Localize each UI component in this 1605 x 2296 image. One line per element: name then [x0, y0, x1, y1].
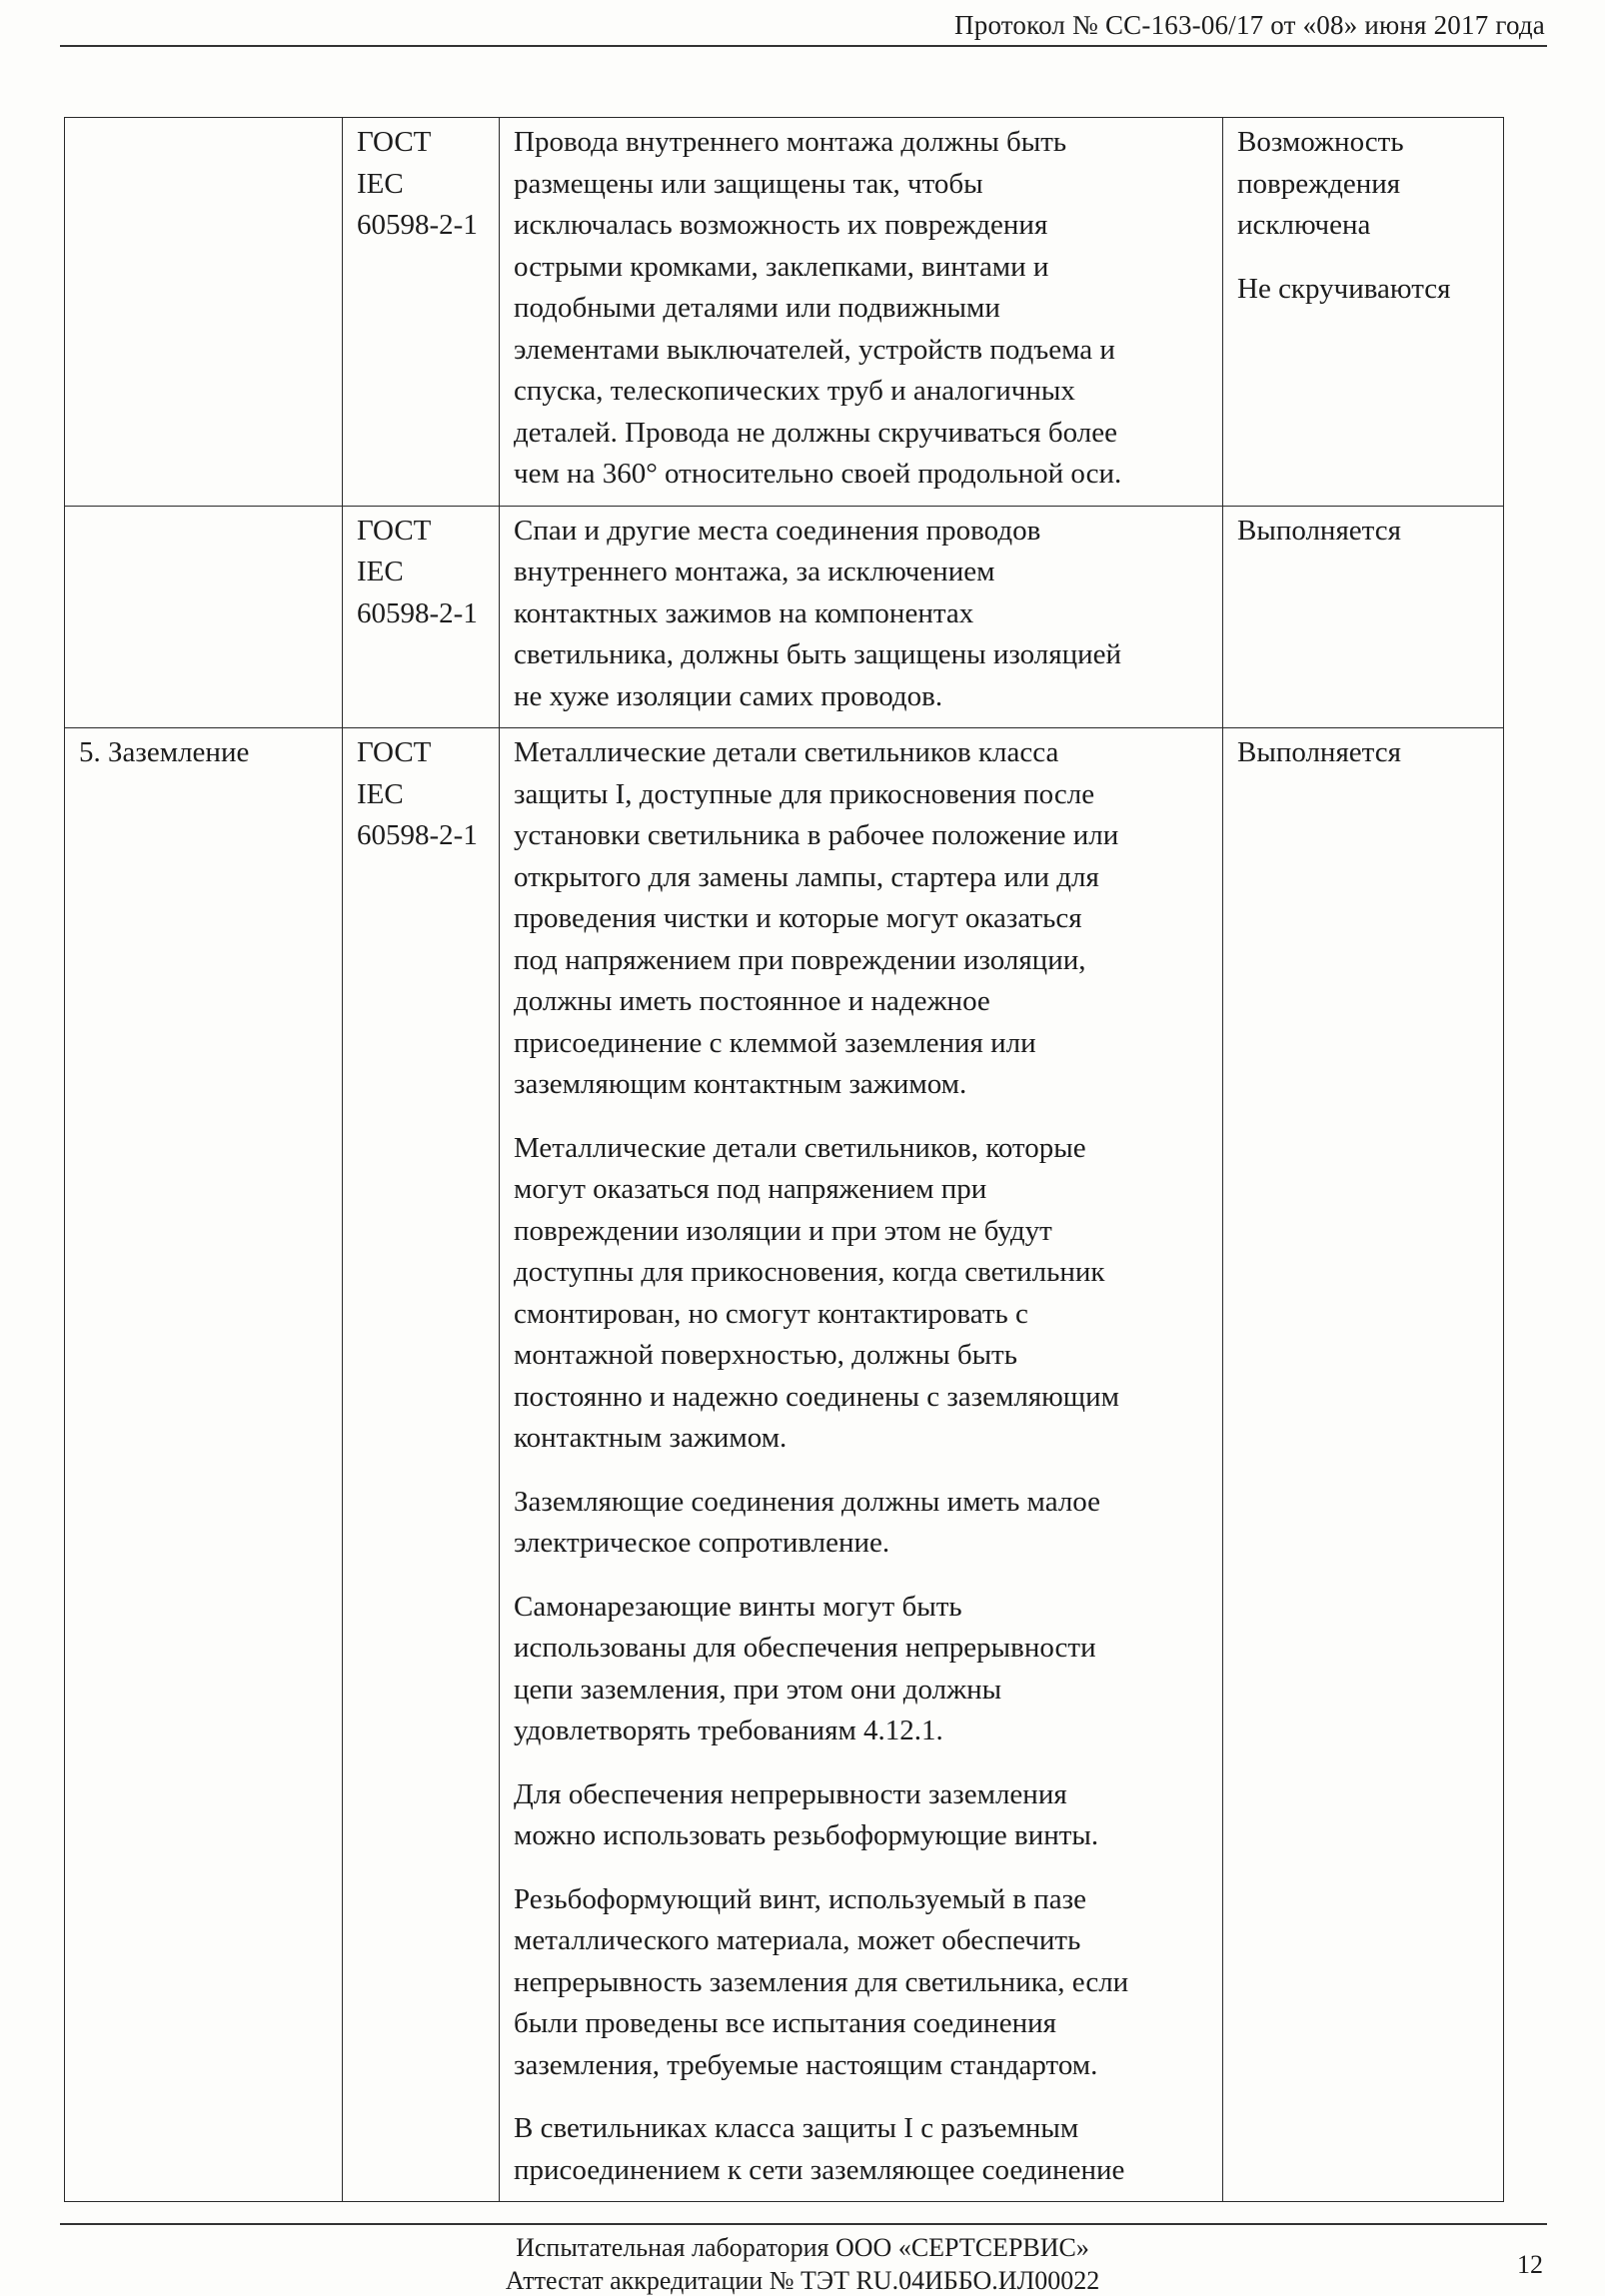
standard-line: 60598-2-1: [357, 819, 478, 851]
requirement-cell: [500, 118, 1223, 507]
standard-cell: [343, 118, 500, 507]
requirement-paragraph: Провода внутреннего монтажа должны быть размещены или защищены так, чтобы исключалась возможность их повреждения острыми кромками, заклепками, винтами и подобными деталями или подвижными элементами выключателей, устройств подъема и спуска, телескопических труб и аналогичных деталей. Провода не должны скручиваться более чем на 360° относительно своей продольной оси.: [514, 126, 1122, 490]
standard-line: 60598-2-1: [357, 596, 478, 629]
section-cell: [65, 728, 343, 2202]
requirement-paragraph: Металлические детали светильников, которые могут оказаться под напряжением при повреждении изоляции и при этом не будут доступны для прикосновения, когда светильник смонтирован, но смогут контактировать с монтажной поверхностью, должны быть постоянно и надежно соединены с заземляющим контактным зажимом.: [514, 1131, 1120, 1454]
standard-line: ГОСТ: [357, 736, 432, 768]
footer-lab-name: Испытательная лаборатория ООО «СЕРТСЕРВИС»: [516, 2233, 1089, 2262]
standard-cell: [343, 506, 500, 728]
protocol-header: Протокол № СС-163-06/17 от «08» июня 2017 года: [954, 10, 1545, 40]
standard-line: IEC: [357, 167, 404, 200]
table-row: [65, 118, 1504, 507]
footer-accreditation: Аттестат аккредитации № ТЭТ RU.04ИББО.ИЛ00022: [505, 2266, 1100, 2295]
footer-divider: [60, 2223, 1547, 2225]
requirement-cell: [500, 728, 1223, 2202]
requirement-paragraph: Спаи и другие места соединения проводов внутреннего монтажа, за исключением контактных зажимов на компонентах светильника, должны быть защищены изоляцией не хуже изоляции самих проводов.: [514, 514, 1122, 712]
result-text: Выполняется: [1237, 736, 1401, 768]
requirement-paragraph: В светильниках класса защиты I с разъемным присоединением к сети заземляющее соединение: [514, 2112, 1125, 2186]
table-row: [65, 728, 1504, 2202]
requirement-paragraph: Резьбоформующий винт, используемый в пазе металлического материала, может обеспечить непрерывность заземления для светильника, если были проведены все испытания соединения заземления, требуемые настоящим стандартом.: [514, 1882, 1129, 2081]
standard-line: 60598-2-1: [357, 209, 478, 241]
result-cell: [1223, 506, 1504, 728]
section-cell: [65, 118, 343, 507]
standard-line: IEC: [357, 556, 404, 587]
requirement-paragraph: Для обеспечения непрерывности заземления можно использовать резьбоформующие винты.: [514, 1777, 1099, 1851]
section-title: 5. Заземление: [79, 736, 250, 768]
requirement-paragraph: Заземляющие соединения должны иметь малое электрическое сопротивление.: [514, 1485, 1101, 1559]
standard-line: IEC: [357, 777, 404, 810]
requirement-paragraph: Самонарезающие винты могут быть использованы для обеспечения непрерывности цепи заземления, при этом они должны удовлетворять требованиям 4.12.1.: [514, 1590, 1096, 1746]
standard-line: ГОСТ: [357, 126, 432, 158]
result-cell: [1223, 728, 1504, 2202]
requirement-cell: [500, 506, 1223, 728]
standard-cell: [343, 728, 500, 2202]
result-text: Возможность повреждения исключена: [1237, 126, 1404, 241]
result-text: Выполняется: [1237, 514, 1401, 547]
requirement-paragraph: Металлические детали светильников класса защиты I, доступные для прикосновения после установки светильника в рабочее положение или открытого для замены лампы, стартера или для проведения чистки и которые могут оказаться под напряжением при повреждении изоляции, должны иметь постоянное и надежное присоединение с клеммой заземления или заземляющим контактным зажимом.: [514, 736, 1119, 1100]
table-row: [65, 506, 1504, 728]
result-text: Не скручиваются: [1237, 272, 1451, 305]
standard-line: ГОСТ: [357, 514, 432, 547]
requirements-table: [64, 117, 1504, 2202]
section-cell: [65, 506, 343, 728]
page-number: 12: [1517, 2250, 1543, 2279]
header-divider: [60, 45, 1547, 47]
result-cell: [1223, 118, 1504, 507]
